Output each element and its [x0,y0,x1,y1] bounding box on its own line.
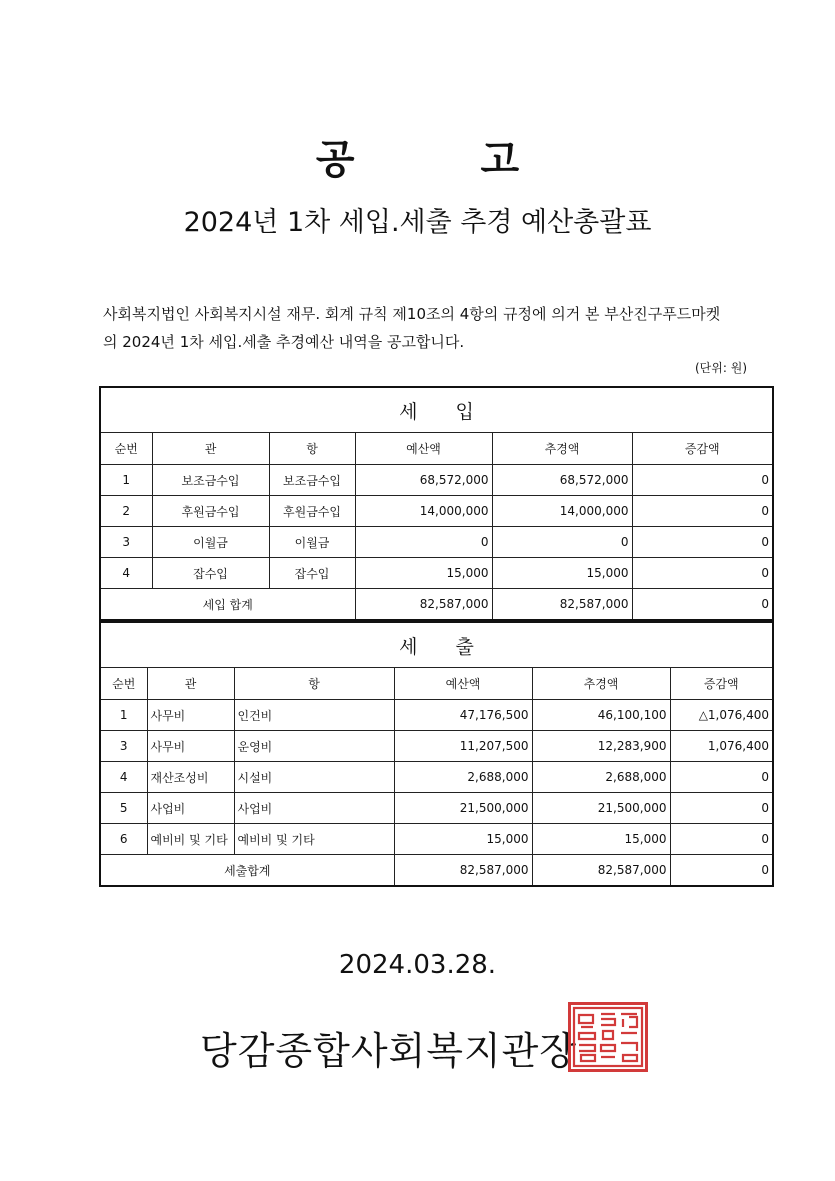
cell-no: 3 [100,731,147,762]
cell-change: 0 [632,558,773,589]
notice-title: 공 고 [315,137,576,183]
cell-gwan: 보조금수입 [152,465,269,496]
col-header-hang: 항 [234,668,394,700]
table-row [100,700,773,731]
total-budget: 82,587,000 [394,855,532,887]
cell-change: 0 [632,527,773,558]
intro-paragraph [103,300,753,356]
cell-revised: 68,572,000 [492,465,632,496]
cell-hang: 시설비 [234,762,394,793]
cell-change: 1,076,400 [670,731,773,762]
cell-revised: 46,100,100 [532,700,670,731]
notice-date: 2024.03.28. [338,950,497,980]
revenue-header-row [100,433,773,465]
revenue-table [99,386,774,621]
cell-budget: 11,207,500 [394,731,532,762]
col-header-change: 증감액 [670,668,773,700]
cell-hang: 사업비 [234,793,394,824]
expenditure-total-row [100,855,773,887]
document-subtitle: 2024년 1차 세입.세출 추경 예산총괄표 [183,207,652,238]
intro-line-1: 사회복지법인 사회복지시설 재무. 회계 규칙 제10조의 4항의 규정에 의거 본 부산진구푸드마켓 [103,305,721,323]
col-header-hang: 항 [269,433,355,465]
cell-budget: 15,000 [394,824,532,855]
cell-hang: 이월금 [269,527,355,558]
table-row [100,793,773,824]
cell-gwan: 예비비 및 기타 [147,824,234,855]
cell-no: 3 [100,527,152,558]
cell-change: 0 [670,824,773,855]
cell-change: 0 [632,465,773,496]
expenditure-section-title: 세 출 [100,622,773,668]
revenue-section-title: 세 입 [100,387,773,433]
cell-gwan: 재산조성비 [147,762,234,793]
expenditure-header-row [100,668,773,700]
cell-budget: 2,688,000 [394,762,532,793]
cell-revised: 21,500,000 [532,793,670,824]
cell-budget: 0 [355,527,492,558]
col-header-revised: 추경액 [532,668,670,700]
cell-change: 0 [670,793,773,824]
cell-hang: 예비비 및 기타 [234,824,394,855]
cell-no: 4 [100,558,152,589]
total-change: 0 [632,589,773,621]
cell-budget: 21,500,000 [394,793,532,824]
cell-gwan: 후원금수입 [152,496,269,527]
cell-budget: 15,000 [355,558,492,589]
cell-change: 0 [632,496,773,527]
table-row [100,824,773,855]
cell-gwan: 사무비 [147,700,234,731]
expenditure-table [99,621,774,887]
table-row [100,762,773,793]
col-header-gwan: 관 [152,433,269,465]
cell-budget: 47,176,500 [394,700,532,731]
total-label: 세입 합계 [100,589,355,621]
cell-hang: 후원금수입 [269,496,355,527]
intro-line-2: 의 2024년 1차 세입.세출 추경예산 내역을 공고합니다. [103,333,465,351]
table-row [100,731,773,762]
col-header-budget: 예산액 [394,668,532,700]
cell-revised: 15,000 [492,558,632,589]
cell-revised: 0 [492,527,632,558]
cell-hang: 잡수입 [269,558,355,589]
expenditure-section-title-row [100,622,773,668]
col-header-budget: 예산액 [355,433,492,465]
unit-label: (단위: 원) [695,361,747,375]
col-header-change: 증감액 [632,433,773,465]
table-row [100,527,773,558]
table-row [100,465,773,496]
cell-gwan: 사무비 [147,731,234,762]
cell-hang: 보조금수입 [269,465,355,496]
table-row [100,496,773,527]
cell-no: 1 [100,700,147,731]
total-revised: 82,587,000 [532,855,670,887]
cell-budget: 14,000,000 [355,496,492,527]
cell-no: 6 [100,824,147,855]
total-label: 세출합계 [100,855,394,887]
cell-change: 0 [670,762,773,793]
cell-budget: 68,572,000 [355,465,492,496]
total-change: 0 [670,855,773,887]
cell-revised: 14,000,000 [492,496,632,527]
cell-no: 1 [100,465,152,496]
cell-no: 4 [100,762,147,793]
cell-gwan: 잡수입 [152,558,269,589]
seal-stamp-icon [568,1002,648,1072]
total-budget: 82,587,000 [355,589,492,621]
organization-name: 당감종합사회복지관장 [200,1029,578,1073]
revenue-section-title-row [100,387,773,433]
seal-pattern-icon [571,1005,645,1069]
col-header-no: 순번 [100,433,152,465]
table-row [100,558,773,589]
cell-hang: 운영비 [234,731,394,762]
col-header-gwan: 관 [147,668,234,700]
cell-revised: 2,688,000 [532,762,670,793]
cell-change: △1,076,400 [670,700,773,731]
revenue-total-row [100,589,773,621]
col-header-revised: 추경액 [492,433,632,465]
cell-revised: 15,000 [532,824,670,855]
cell-gwan: 이월금 [152,527,269,558]
cell-no: 5 [100,793,147,824]
cell-hang: 인건비 [234,700,394,731]
cell-no: 2 [100,496,152,527]
col-header-no: 순번 [100,668,147,700]
cell-gwan: 사업비 [147,793,234,824]
cell-revised: 12,283,900 [532,731,670,762]
total-revised: 82,587,000 [492,589,632,621]
